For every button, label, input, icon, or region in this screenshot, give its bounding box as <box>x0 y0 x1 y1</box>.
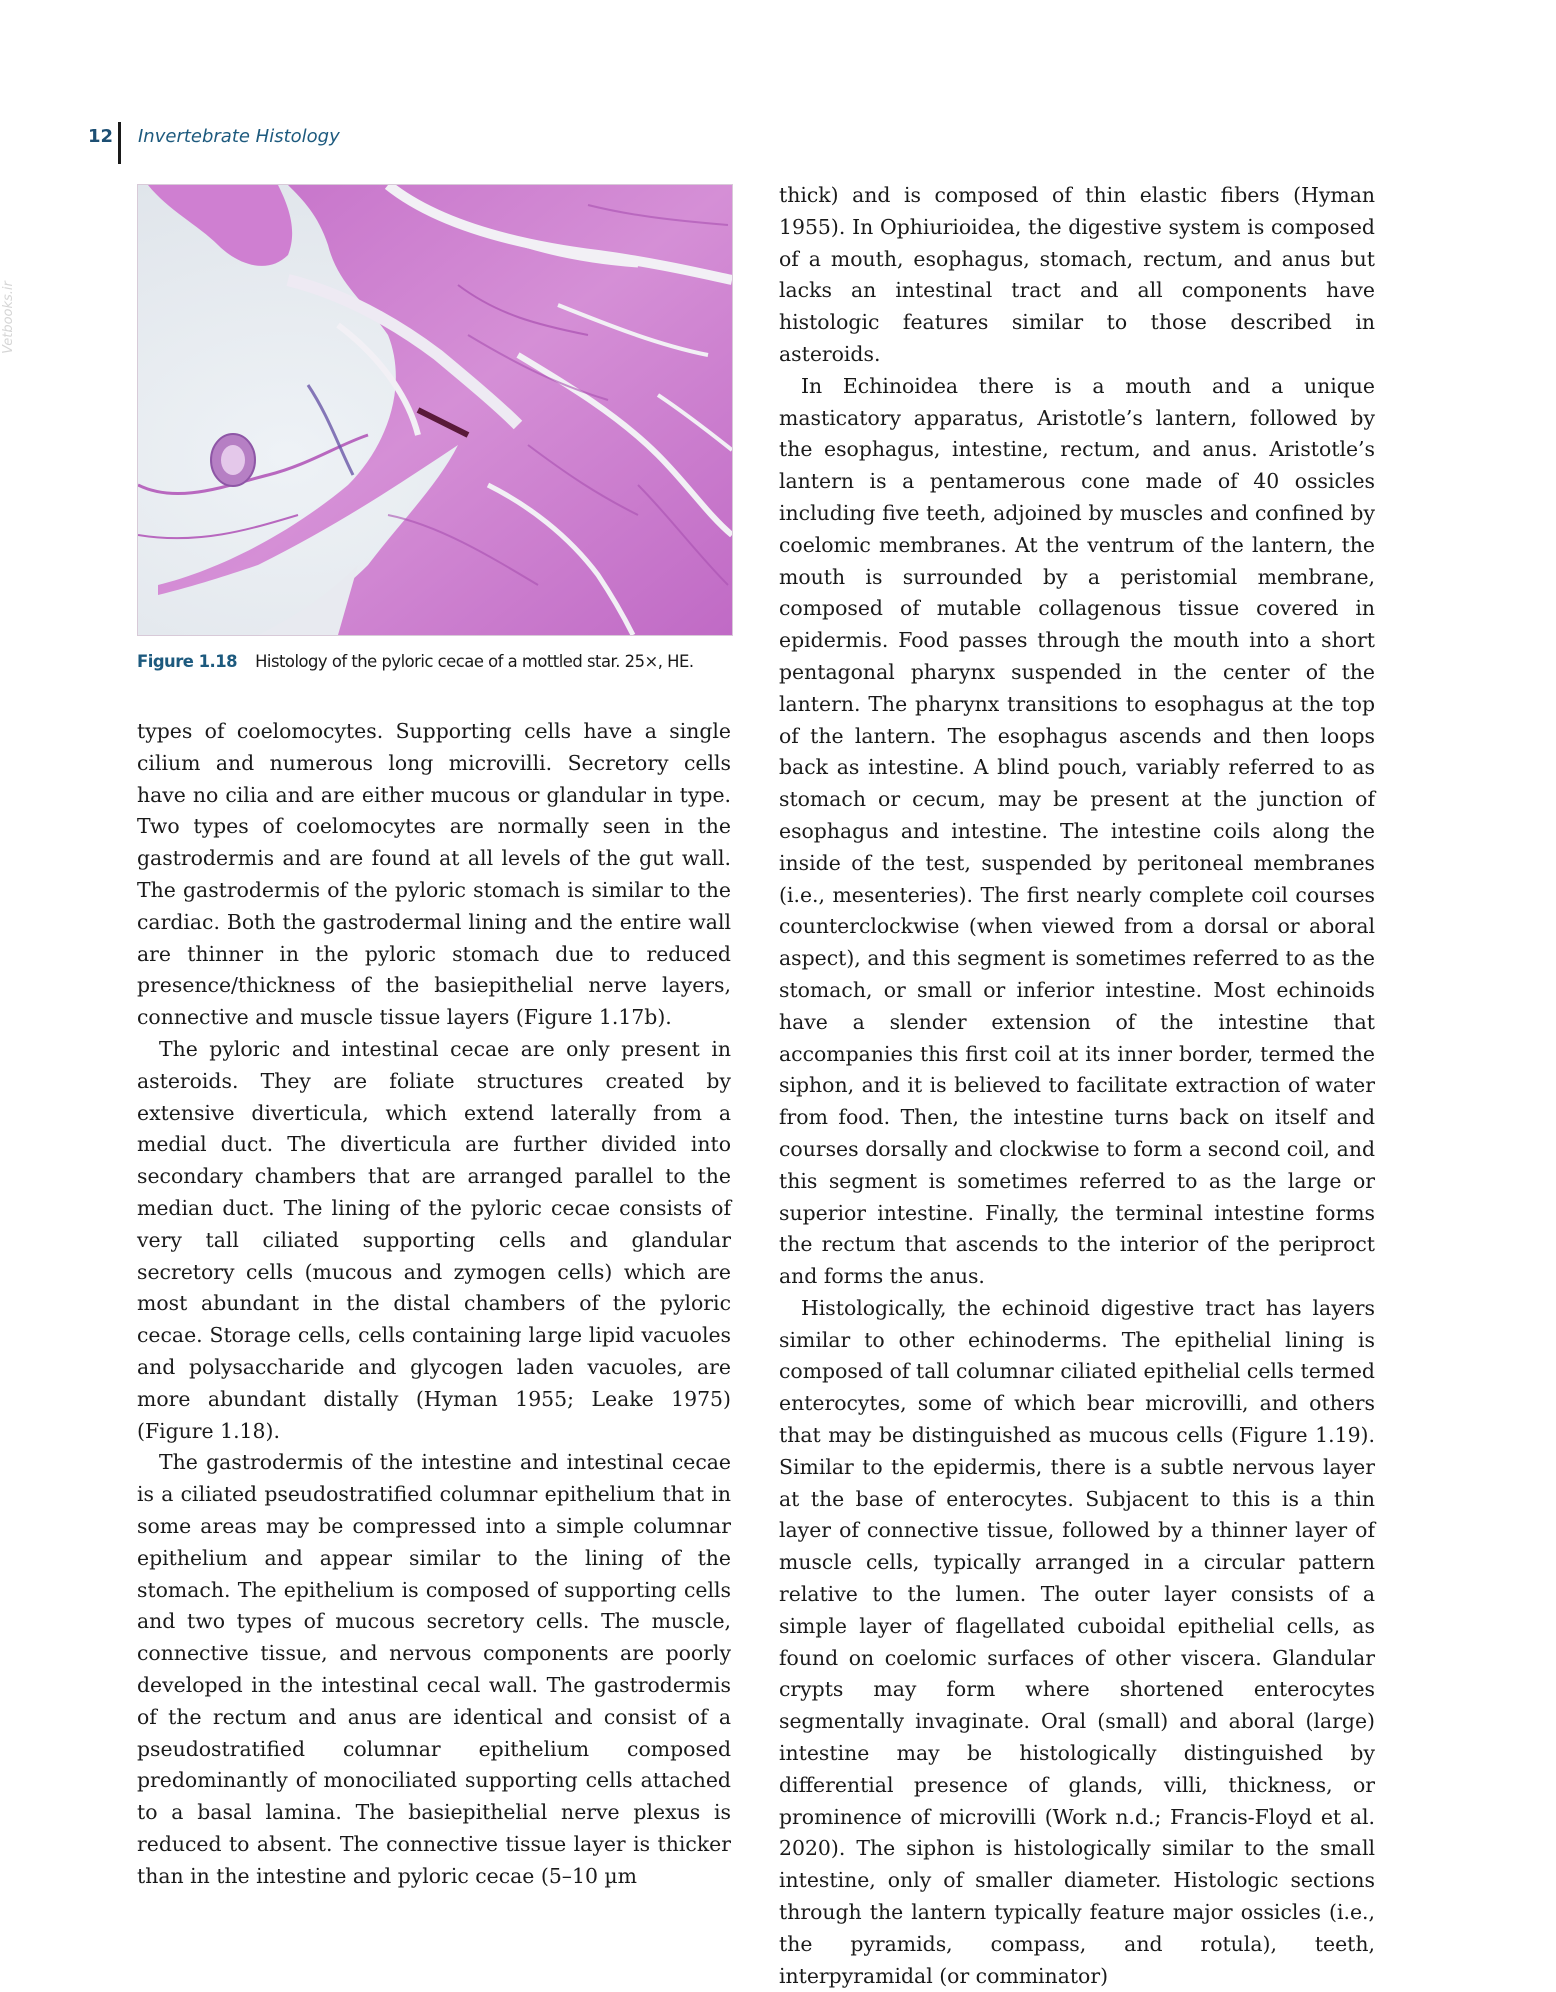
histology-micrograph-icon <box>138 185 732 635</box>
left-column <box>137 716 731 1892</box>
page-number: 12 <box>88 126 114 147</box>
figure-caption <box>137 652 747 671</box>
figure-caption-text: Histology of the pyloric cecae of a mottled star. 25×, HE. <box>255 652 694 671</box>
figure-image <box>137 184 733 636</box>
paragraph: Histologically, the echinoid digestive tract has layers similar to other echinoderms. The epithelial lining is composed of tall columnar ciliated epithelial cells termed enterocytes, some of which bear microvilli, and others that may be distinguished as mucous cells (Figure 1.19). Similar to the epidermis, there is a subtle nervous layer at the base of enterocytes. Subjacent to this is a thin layer of connective tissue, followed by a thinner layer of muscle cells, typically arranged in a circular pattern relative to the lumen. The outer layer consists of a simple layer of flagellated cuboidal epithelial cells, as found on coelomic surfaces of other viscera. Glandular crypts may form where shortened enterocytes segmentally invaginate. Oral (small) and aboral (large) intestine may be histologically distinguished by differential presence of glands, villi, thickness, or prominence of microvilli (Work n.d.; Francis-Floyd et al. 2020). The siphon is histologically similar to the small intestine, only of smaller diameter. Histologic sections through the lantern typically feature major ossicles (i.e., the pyramids, compass, and rotula), teeth, interpyramidal (or comminator) <box>779 1295 1375 1988</box>
paragraph: types of coelomocytes. Supporting cells have a single cilium and numerous long microvilli. Secretory cells have no cilia and are either mucous or glandular in type. Two types of coelomocytes are normally seen in the gastrodermis and are found at all levels of the gut wall. The gastrodermis of the pyloric stomach is similar to the cardiac. Both the gastrodermal lining and the entire wall are thinner in the pyloric stomach due to reduced presence/thickness of the basiepithelial nerve layers, connective and muscle tissue layers (Figure 1.17b). <box>137 719 731 1030</box>
right-column <box>779 180 1375 1992</box>
paragraph: The gastrodermis of the intestine and intestinal cecae is a ciliated pseudostratified columnar epithelium that in some areas may be compressed into a simple columnar epithelium and appear similar to the lining of the stomach. The epithelium is composed of supporting cells and two types of mucous secretory cells. The muscle, connective tissue, and nervous components are poorly developed in the intestinal cecal wall. The gastrodermis of the rectum and anus are identical and consist of a pseudostratified columnar epithelium composed predominantly of monociliated supporting cells attached to a basal lamina. The basiepithelial nerve plexus is reduced to absent. The connective tissue layer is thicker than in the intestine and pyloric cecae (5–10 µm <box>137 1450 731 1888</box>
figure-label: Figure 1.18 <box>137 652 238 671</box>
watermark: Vetbooks.ir <box>0 281 16 354</box>
paragraph: In Echinoidea there is a mouth and a unique masticatory apparatus, Aristotle’s lantern, followed by the esophagus, intestine, rectum, and anus. Aristotle’s lantern is a pentamerous cone made of 40 ossicles including five teeth, adjoined by muscles and confined by coelomic membranes. At the ventrum of the lantern, the mouth is surrounded by a peristomial membrane, composed of mutable collagenous tissue covered in epidermis. Food passes through the mouth into a short pentagonal pharynx suspended in the center of the lantern. The pharynx transitions to esophagus at the top of the lantern. The esophagus ascends and then loops back as intestine. A blind pouch, variably referred to as stomach or cecum, may be present at the junction of esophagus and intestine. The intestine coils along the inside of the test, suspended by peritoneal membranes (i.e., mesenteries). The first nearly complete coil courses counterclockwise (when viewed from a dorsal or aboral aspect), and this segment is sometimes referred to as the stomach, or small or inferior intestine. Most echinoids have a slender extension of the intestine that accompanies this first coil at its inner border, termed the siphon, and it is believed to facilitate extraction of water from food. Then, the intestine turns back on itself and courses dorsally and clockwise to form a second coil, and this segment is sometimes referred to as the large or superior intestine. Finally, the terminal intestine forms the rectum that ascends to the interior of the periproct and forms the anus. <box>779 373 1375 1289</box>
running-title: Invertebrate Histology <box>138 126 340 147</box>
header-divider <box>118 122 121 164</box>
paragraph: thick) and is composed of thin elastic fibers (Hyman 1955). In Ophiurioidea, the digestive system is composed of a mouth, esophagus, stomach, rectum, and anus but lacks an intestinal tract and all components have histologic features similar to those described in asteroids. <box>779 183 1375 366</box>
paragraph: The pyloric and intestinal cecae are only present in asteroids. They are foliate structures created by extensive diverticula, which extend laterally from a medial duct. The diverticula are further divided into secondary chambers that are arranged parallel to the median duct. The lining of the pyloric cecae consists of very tall ciliated supporting cells and glandular secretory cells (mucous and zymogen cells) which are most abundant in the distal chambers of the pyloric cecae. Storage cells, cells containing large lipid vacuoles and polysaccharide and glycogen laden vacuoles, are more abundant distally (Hyman 1955; Leake 1975) (Figure 1.18). <box>137 1036 731 1443</box>
